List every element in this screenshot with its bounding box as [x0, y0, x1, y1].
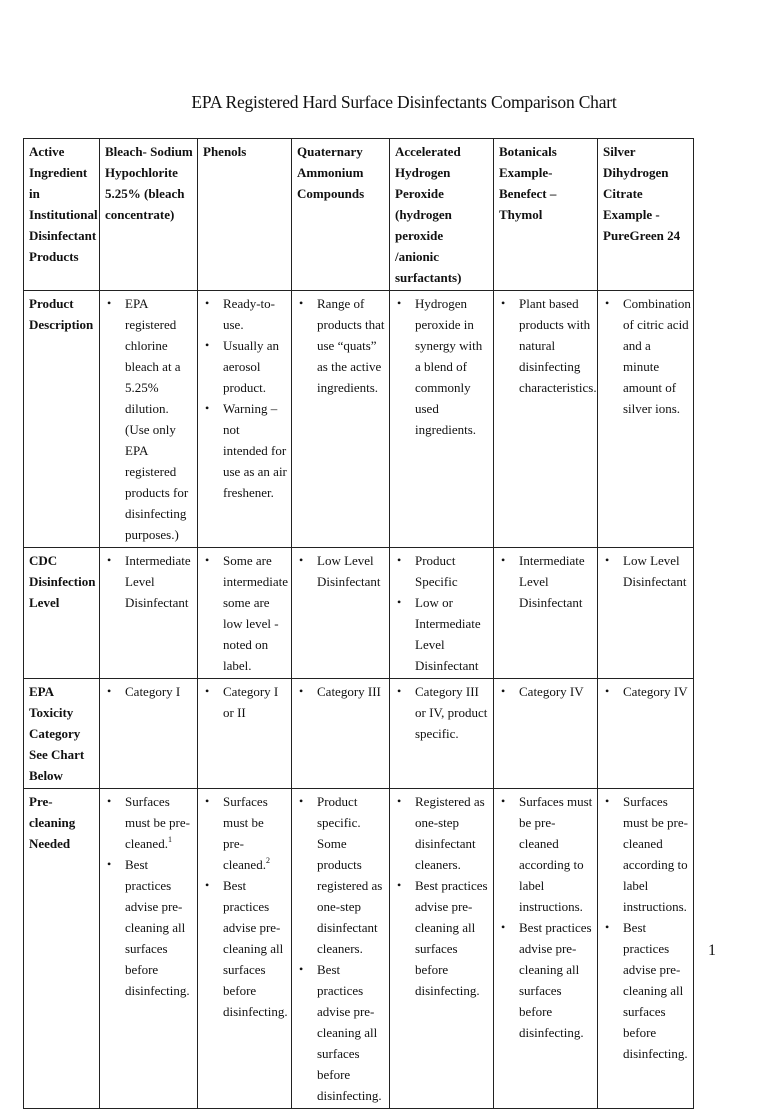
list-item: • Registered as one-step disinfectant cleaners.: [395, 791, 489, 875]
list-item: • Low Level Disinfectant: [603, 550, 689, 592]
header-cell-silver-citrate: Silver Dihydrogen Citrate Example - PureGreen 24: [598, 139, 694, 291]
document-title: EPA Registered Hard Surface Disinfectants Comparison Chart: [191, 92, 617, 112]
header-cell-quats: Quaternary Ammonium Compounds: [292, 139, 390, 291]
list-item: • Category I: [105, 681, 193, 702]
list-item: • Combination of citric acid and a minute amount of silver ions.: [603, 293, 689, 419]
list-item: • Category III: [297, 681, 385, 702]
list-item: [203, 791, 287, 875]
list-item: • Warning – not intended for use as an air freshener.: [203, 398, 287, 503]
list-item: • Usually an aerosol product.: [203, 335, 287, 398]
list-item: • Category IV: [603, 681, 689, 702]
list-item: • Low or Intermediate Level Disinfectant: [395, 592, 489, 676]
list-item: • Plant based products with natural disinfecting characteristics.: [499, 293, 593, 398]
footnote-mark: 1: [167, 835, 172, 844]
row-label-cdc-level: CDC Disinfection Level: [24, 548, 100, 679]
list-item: • Product Specific: [395, 550, 489, 592]
list-item: • Best practices advise pre-cleaning all surfaces before disinfecting.: [603, 917, 689, 1064]
row-label-product-description: Product Description: [24, 291, 100, 548]
list-item: • Category III or IV, product specific.: [395, 681, 489, 744]
page-number: 1: [708, 942, 716, 959]
list-item: • Category I or II: [203, 681, 287, 723]
table-cell: [100, 548, 198, 679]
list-item-text: Surfaces must be pre-cleaned.: [125, 794, 190, 851]
table-cell: [292, 548, 390, 679]
table-cell: [494, 291, 598, 548]
table-row: [24, 548, 694, 679]
table-cell: [390, 548, 494, 679]
table-row: [24, 291, 694, 548]
comparison-table: [23, 138, 694, 1109]
table-cell: [598, 679, 694, 789]
list-item: • Intermediate Level Disinfectant: [105, 550, 193, 613]
table-cell: [100, 789, 198, 1109]
table-cell: [598, 291, 694, 548]
list-item: • Best practices advise pre-cleaning all surfaces before disinfecting.: [499, 917, 593, 1043]
list-item: • Best practices advise pre-cleaning all surfaces before disinfecting.: [105, 854, 193, 1001]
row-label-epa-toxicity: EPA Toxicity Category See Chart Below: [24, 679, 100, 789]
table-cell: [390, 789, 494, 1109]
list-item: • Surfaces must be pre-cleaned according to label instructions.: [499, 791, 593, 917]
table-cell: [292, 679, 390, 789]
list-item: • EPA registered chlorine bleach at a 5.25% dilution. (Use only EPA registered products for disinfecting purposes.): [105, 293, 193, 545]
table-cell: [198, 291, 292, 548]
table-cell: [390, 679, 494, 789]
table-cell: [494, 679, 598, 789]
header-cell-hydrogen-peroxide: Accelerated Hydrogen Peroxide (hydrogen peroxide /anionic surfactants): [390, 139, 494, 291]
table-cell: [390, 291, 494, 548]
list-item: • Some are intermediate some are low level - noted on label.: [203, 550, 287, 676]
header-cell-bleach: Bleach- Sodium Hypochlorite 5.25% (bleach concentrate): [100, 139, 198, 291]
list-item: • Ready-to-use.: [203, 293, 287, 335]
list-item: • Intermediate Level Disinfectant: [499, 550, 593, 613]
table-row: [24, 679, 694, 789]
list-item: • Hydrogen peroxide in synergy with a blend of commonly used ingredients.: [395, 293, 489, 440]
list-item: • Low Level Disinfectant: [297, 550, 385, 592]
header-cell-active-ingredient: Active Ingredient in Institutional Disinfectant Products: [24, 139, 100, 291]
table-cell: [198, 548, 292, 679]
header-cell-botanicals: Botanicals Example- Benefect – Thymol: [494, 139, 598, 291]
list-item: • Category IV: [499, 681, 593, 702]
list-item: • Best practices advise pre-cleaning all surfaces before disinfecting.: [203, 875, 287, 1022]
footnote-mark: 2: [265, 856, 270, 865]
list-item: • Best practices advise pre-cleaning all surfaces before disinfecting.: [297, 959, 385, 1106]
table-row: [24, 789, 694, 1109]
list-item: • Surfaces must be pre-cleaned according to label instructions.: [603, 791, 689, 917]
table-cell: [494, 789, 598, 1109]
row-label-pre-cleaning: Pre-cleaning Needed: [24, 789, 100, 1109]
list-item: • Product specific. Some products registered as one-step disinfectant cleaners.: [297, 791, 385, 959]
table-cell: [494, 548, 598, 679]
list-item: • Best practices advise pre-cleaning all surfaces before disinfecting.: [395, 875, 489, 1001]
list-item: • Range of products that use “quats” as the active ingredients.: [297, 293, 385, 398]
table-cell: [292, 291, 390, 548]
table-cell: [100, 291, 198, 548]
header-cell-phenols: Phenols: [198, 139, 292, 291]
table-header-row: [24, 139, 694, 291]
table-cell: [100, 679, 198, 789]
list-item-text: Surfaces must be pre-cleaned.: [223, 794, 268, 872]
table-cell: [198, 679, 292, 789]
table-cell: [292, 789, 390, 1109]
table-cell: [598, 548, 694, 679]
table-cell: [598, 789, 694, 1109]
list-item: [105, 791, 193, 854]
table-cell: [198, 789, 292, 1109]
